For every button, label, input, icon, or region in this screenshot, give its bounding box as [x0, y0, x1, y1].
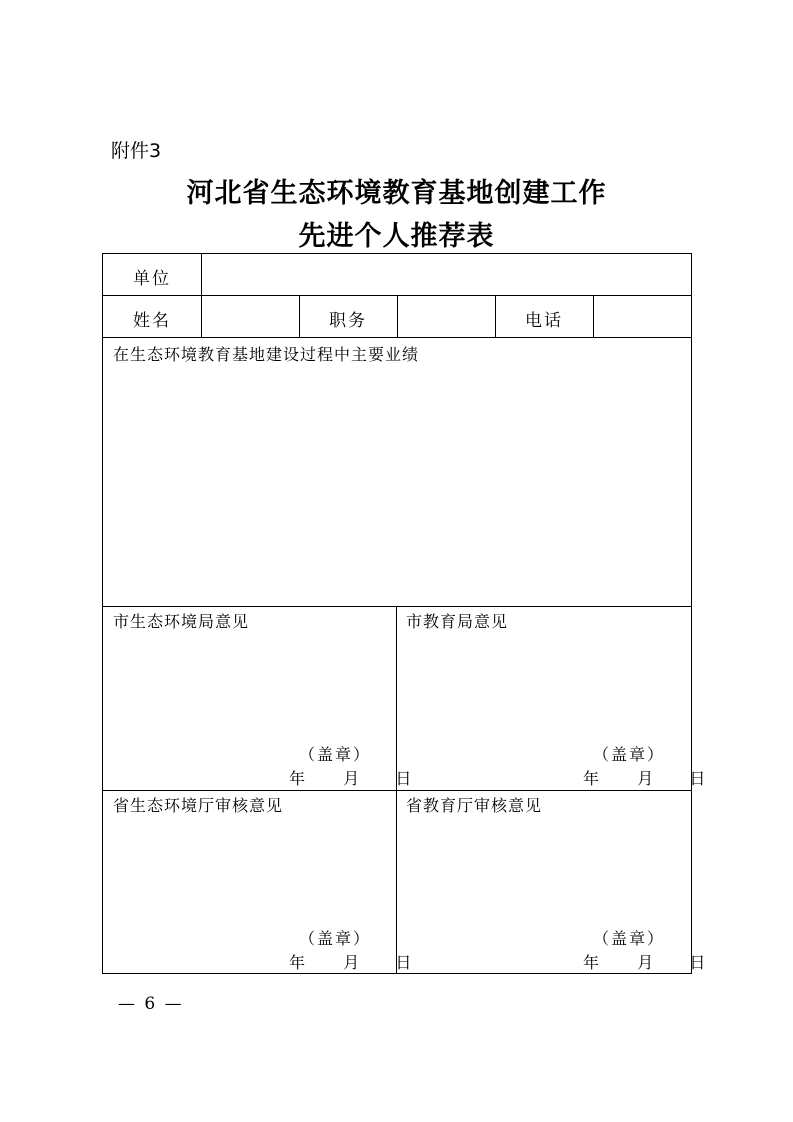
date-month: 月	[343, 953, 360, 972]
seal-note: （盖章）	[593, 929, 666, 948]
date-year: 年	[289, 769, 306, 788]
page-number: — 6 —	[118, 994, 184, 1014]
city-education-opinion-label: 市教育局意见	[406, 612, 509, 631]
position-field[interactable]	[398, 296, 494, 337]
date-month: 月	[637, 769, 654, 788]
seal-note: （盖章）	[299, 745, 372, 764]
date-month: 月	[343, 769, 360, 788]
date-month: 月	[637, 953, 654, 972]
province-education-review-label: 省教育厅审核意见	[406, 796, 543, 815]
position-label: 职务	[329, 311, 367, 331]
date-line	[289, 950, 411, 973]
date-line	[583, 950, 705, 973]
date-line	[583, 766, 705, 789]
date-day: 日	[395, 953, 412, 972]
page-title: 河北省生态环境教育基地创建工作	[186, 178, 607, 209]
date-day: 日	[689, 953, 706, 972]
page-subtitle: 先进个人推荐表	[298, 221, 495, 252]
seal-note: （盖章）	[299, 929, 372, 948]
row-divider	[103, 606, 691, 607]
province-environment-review-label: 省生态环境厅审核意见	[113, 796, 284, 815]
date-line	[289, 766, 411, 789]
attachment-label: 附件3	[111, 140, 162, 162]
unit-field[interactable]	[202, 255, 690, 295]
date-day: 日	[395, 769, 412, 788]
row-divider	[103, 790, 691, 791]
achievements-field[interactable]	[104, 366, 690, 604]
phone-field[interactable]	[594, 296, 690, 337]
city-environment-opinion-label: 市生态环境局意见	[113, 612, 250, 631]
achievements-label: 在生态环境教育基地建设过程中主要业绩	[113, 345, 420, 364]
seal-note: （盖章）	[593, 745, 666, 764]
column-divider	[396, 606, 397, 973]
recommendation-form	[102, 253, 706, 974]
name-field[interactable]	[202, 296, 298, 337]
date-year: 年	[289, 953, 306, 972]
date-year: 年	[583, 769, 600, 788]
unit-label: 单位	[133, 269, 171, 289]
row-divider	[103, 337, 691, 338]
name-label: 姓名	[133, 311, 171, 331]
date-year: 年	[583, 953, 600, 972]
phone-label: 电话	[525, 311, 563, 331]
date-day: 日	[689, 769, 706, 788]
